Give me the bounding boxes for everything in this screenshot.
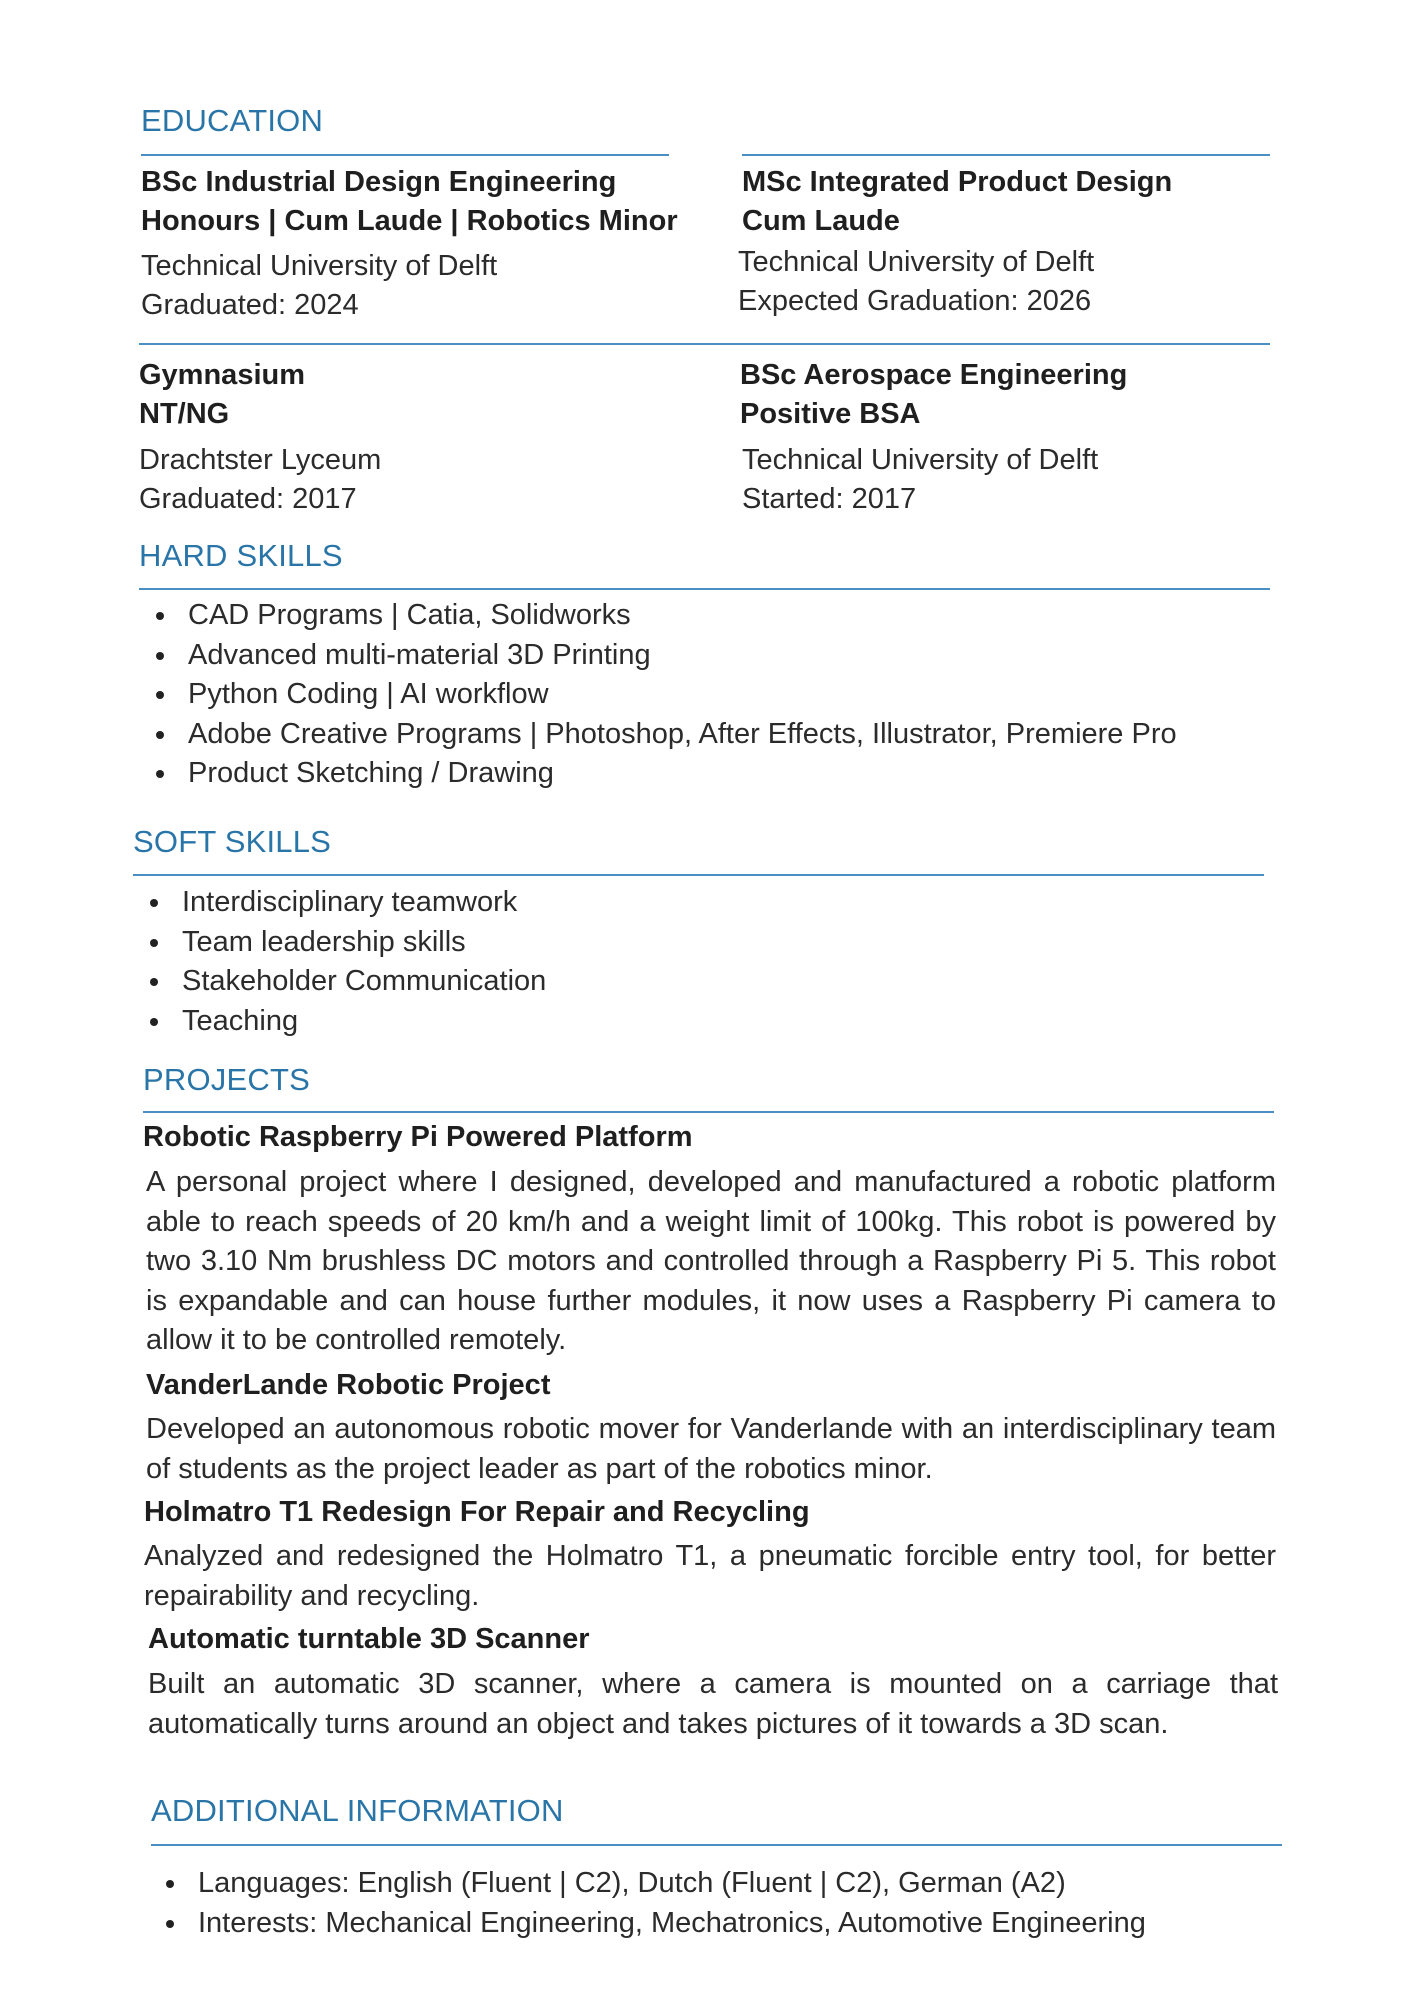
soft-skills-rule [133, 874, 1264, 876]
project-title: VanderLande Robotic Project [146, 1369, 551, 1401]
list-item: CAD Programs | Catia, Solidworks [142, 596, 1177, 636]
soft-skills-list [136, 883, 546, 1041]
hard-skills-rule [139, 588, 1270, 590]
list-item: Product Sketching / Drawing [142, 754, 1177, 794]
degree-title: MSc Integrated Product Design [742, 166, 1173, 198]
project-description: Built an automatic 3D scanner, where a camera is mounted on a carriage that automatically turns around an object and takes pictures of it towards a 3D scan. [148, 1668, 1278, 1740]
graduation-date: Graduated: 2024 [141, 289, 359, 321]
list-item: Advanced multi-material 3D Printing [142, 636, 1177, 676]
graduation-date: Graduated: 2017 [139, 483, 357, 515]
degree-honours: Cum Laude [742, 205, 900, 237]
projects-heading: PROJECTS [143, 1062, 310, 1097]
education-entry-bsc-ide [141, 163, 678, 325]
list-item: Adobe Creative Programs | Photoshop, After Effects, Illustrator, Premiere Pro [142, 715, 1177, 755]
degree-title: BSc Aerospace Engineering [740, 359, 1128, 391]
education-rule-left [141, 154, 669, 156]
project-title: Robotic Raspberry Pi Powered Platform [143, 1121, 693, 1153]
soft-skills-heading: SOFT SKILLS [133, 824, 332, 859]
project-description: Analyzed and redesigned the Holmatro T1, a pneumatic forcible entry tool, for better repairability and recycling. [144, 1540, 1276, 1612]
degree-honours: Honours | Cum Laude | Robotics Minor [141, 205, 678, 237]
list-item: Stakeholder Communication [136, 962, 546, 1002]
additional-info-list [152, 1864, 1146, 1943]
list-item: Python Coding | AI workflow [142, 675, 1177, 715]
start-date: Started: 2017 [742, 483, 917, 515]
education-entry-gymnasium [139, 356, 381, 519]
list-item: Interests: Mechanical Engineering, Mechatronics, Automotive Engineering [152, 1904, 1146, 1944]
graduation-date: Expected Graduation: 2026 [738, 285, 1092, 317]
education-entry-bsc-aerospace [740, 356, 1127, 519]
school: Technical University of Delft [742, 444, 1099, 476]
hard-skills-list [142, 596, 1177, 794]
project-description: A personal project where I designed, developed and manufactured a robotic platform able to reach speeds of 20 km/h and a weight limit of 100kg. This robot is powered by two 3.10 Nm brushless DC motors and controlled through a Raspberry Pi 5. This robot is expandable and can house further modules, it now uses a Raspberry Pi camera to allow it to be controlled remotely. [146, 1166, 1276, 1356]
hard-skills-heading: HARD SKILLS [139, 538, 343, 573]
degree-honours: NT/NG [139, 398, 230, 430]
additional-info-heading: ADDITIONAL INFORMATION [151, 1793, 564, 1828]
project-description: Developed an autonomous robotic mover for Vanderlande with an interdisciplinary team of students as the project leader as part of the robotics minor. [146, 1413, 1276, 1485]
education-entry-msc-ipd [738, 163, 1173, 321]
degree-honours: Positive BSA [740, 398, 921, 430]
project-title: Holmatro T1 Redesign For Repair and Recycling [144, 1496, 810, 1528]
list-item: Team leadership skills [136, 923, 546, 963]
education-rule-right [742, 154, 1270, 156]
project-title: Automatic turntable 3D Scanner [148, 1623, 590, 1655]
school: Drachtster Lyceum [139, 444, 382, 476]
education-heading: EDUCATION [141, 103, 324, 138]
list-item: Languages: English (Fluent | C2), Dutch (Fluent | C2), German (A2) [152, 1864, 1146, 1904]
list-item: Teaching [136, 1002, 546, 1042]
education-rule-middle [139, 343, 1270, 345]
list-item: Interdisciplinary teamwork [136, 883, 546, 923]
school: Technical University of Delft [141, 250, 498, 282]
projects-rule [143, 1111, 1274, 1113]
degree-title: Gymnasium [139, 359, 305, 391]
school: Technical University of Delft [738, 246, 1095, 278]
degree-title: BSc Industrial Design Engineering [141, 166, 617, 198]
additional-info-rule [151, 1844, 1282, 1846]
